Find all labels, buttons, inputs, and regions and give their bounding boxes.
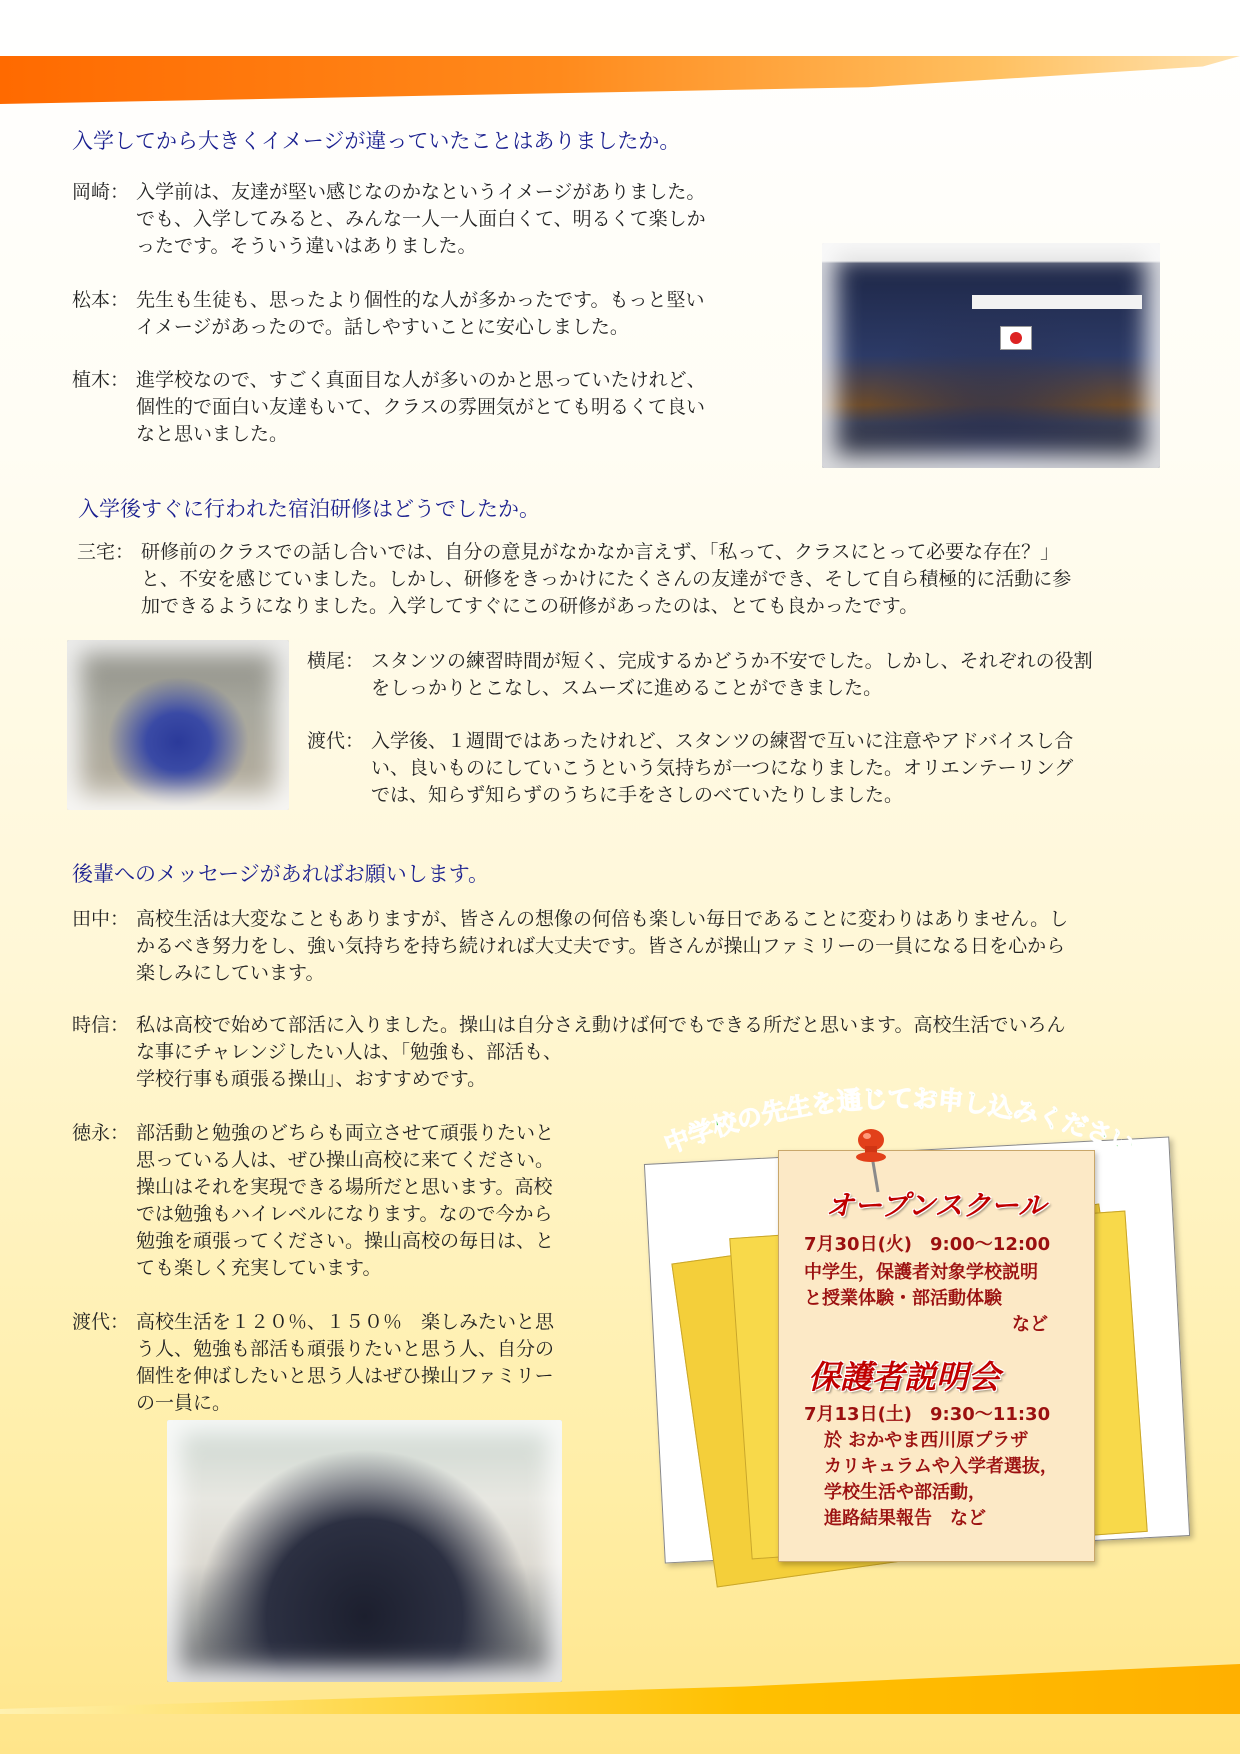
parents-briefing-line: 進路結果報告 など (824, 1508, 986, 1529)
answer-line: い、良いものにしていこうという気持ちが一つになりました。オリエンテーリング (371, 757, 1074, 779)
training-camp-photo (67, 640, 289, 810)
answer-name: 植木： (72, 369, 130, 391)
answer-line: 進学校なので、すごく真面目な人が多いのかと思っていたけれど、 (136, 369, 706, 391)
answer-name: 三宅： (77, 541, 135, 563)
answer-line: う人、勉強も部活も頑張りたいと思う人、自分の (136, 1338, 555, 1360)
answer-matsumoto (72, 287, 792, 341)
answer-line: 勉強を頑張ってください。操山高校の毎日は、と (136, 1230, 555, 1252)
answer-line: と、不安を感じていました。しかし、研修をきっかけにたくさんの友達ができ、そして自ら積極的に活動に参 (141, 568, 1072, 590)
answer-miyake (77, 539, 1167, 620)
answer-line: 加できるようになりました。入学してすぐにこの研修があったのは、とても良かったです。 (141, 595, 919, 617)
answer-name: 渡代： (307, 730, 365, 752)
parents-briefing-line: 学校生活や部活動， (824, 1482, 986, 1503)
answer-line: 個性を伸ばしたいと思う人はぜひ操山ファミリー (136, 1365, 554, 1387)
answer-okazaki (72, 179, 792, 260)
answer-name: 渡代： (72, 1311, 130, 1333)
answer-line: 高校生活は大変なこともありますが、皆さんの想像の何倍も楽しい毎日であることに変わりはありません。し (136, 908, 1069, 930)
answer-line: 研修前のクラスでの話し合いでは、自分の意見がなかなか言えず、「私って、クラスにとって必要な存在？」 (141, 541, 1060, 563)
question-1: 入学してから大きくイメージが違っていたことはありましたか。 (72, 129, 681, 153)
answer-line: では勉強もハイレベルになります。なので今から (136, 1203, 553, 1225)
answer-name: 岡崎： (72, 181, 130, 203)
answer-line: かるべき努力をし、強い気持ちを持ち続ければ大丈夫です。皆さんが操山ファミリーの一員になる日を心から (136, 935, 1066, 957)
answer-line: でも、入学してみると、みんな一人一人面白くて、明るくて楽しか (136, 208, 706, 230)
answer-line: 楽しみにしています。 (136, 962, 325, 984)
answer-line: の一員に。 (136, 1392, 232, 1414)
parents-briefing-line: カリキュラムや入学者選抜， (824, 1456, 1058, 1477)
arc-text: 中学校の先生を通じてお申し込みください (660, 1084, 1140, 1160)
open-school-line: など (1012, 1314, 1048, 1335)
open-school-title: オープンスクール (826, 1189, 1047, 1222)
answer-watashiro-2 (72, 1309, 632, 1417)
answer-name: 横尾： (307, 650, 365, 672)
open-school-line: 中学生，保護者対象学校説明 (804, 1262, 1038, 1283)
answer-line: 部活動と勉強のどちらも両立させて頑張りたいと (136, 1122, 555, 1144)
answer-yokoo (307, 648, 1167, 702)
stage-banner (972, 295, 1142, 309)
answer-line: スタンツの練習時間が短く、完成するかどうか不安でした。しかし、それぞれの役割 (371, 650, 1093, 672)
open-school-line: と授業体験・部活動体験 (804, 1288, 1002, 1309)
answer-name: 松本： (72, 289, 130, 311)
answer-name: 徳永： (72, 1122, 130, 1144)
question-3: 後輩へのメッセージがあればお願いします。 (72, 862, 490, 886)
answer-line: なと思いました。 (136, 423, 289, 445)
answer-line: ても楽しく充実しています。 (136, 1257, 382, 1279)
answer-watashiro-1 (307, 728, 1167, 809)
apply-via-teacher-arc-text (655, 1078, 1145, 1168)
students-group-photo (167, 1420, 562, 1682)
answer-line: 操山はそれを実現できる場所だと思います。高校 (136, 1176, 553, 1198)
answer-line: 高校生活を１２０％、１５０％ 楽しみたいと思 (136, 1311, 555, 1333)
answer-line: ったです。そういう違いはありました。 (136, 235, 477, 257)
japanese-flag (1000, 326, 1032, 350)
answer-name: 田中： (72, 908, 130, 930)
answer-line: 入学後、１週間ではあったけれど、スタンツの練習で互いに注意やアドバイスし合 (371, 730, 1074, 752)
top-orange-band (0, 56, 1240, 104)
parents-briefing-line: 於 おかやま西川原プラザ (824, 1430, 1029, 1451)
answer-line: 学校行事も頑張る操山」、おすすめです。 (136, 1068, 487, 1090)
answer-line: をしっかりとこなし、スムーズに進めることができました。 (371, 677, 883, 699)
parents-briefing-date: 7月13日(土) 9:30～11:30 (804, 1404, 1051, 1425)
answer-name: 時信： (72, 1014, 130, 1036)
answer-line: な事にチャレンジしたい人は、「勉強も、部活も、 (136, 1041, 562, 1063)
svg-text:中学校の先生を通じてお申し込みください (660, 1084, 1139, 1159)
answer-ueki (72, 367, 792, 448)
parents-briefing-title: 保護者説明会 (808, 1358, 1001, 1396)
answer-line: 私は高校で始めて部活に入りました。操山は自分さえ動けば何でもできる所だと思います。高校生活でいろん (136, 1014, 1066, 1036)
answer-line: イメージがあったので。話しやすいことに安心しました。 (136, 316, 629, 338)
answer-tokunaga (72, 1120, 632, 1282)
open-school-date: 7月30日(火) 9:00～12:00 (804, 1234, 1051, 1255)
question-2: 入学後すぐに行われた宿泊研修はどうでしたか。 (78, 497, 540, 521)
answer-tanaka (72, 906, 1167, 987)
answer-line: 先生も生徒も、思ったより個性的な人が多かったです。もっと堅い (136, 289, 705, 311)
answer-line: では、知らず知らずのうちに手をさしのべていたりしました。 (371, 784, 904, 806)
answer-line: 思っている人は、ぜひ操山高校に来てください。 (136, 1149, 555, 1171)
entrance-ceremony-photo (822, 243, 1160, 468)
answer-line: 個性的で面白い友達もいて、クラスの雰囲気がとても明るくて良い (136, 396, 706, 418)
answer-line: 入学前は、友達が堅い感じなのかなというイメージがありました。 (136, 181, 706, 203)
